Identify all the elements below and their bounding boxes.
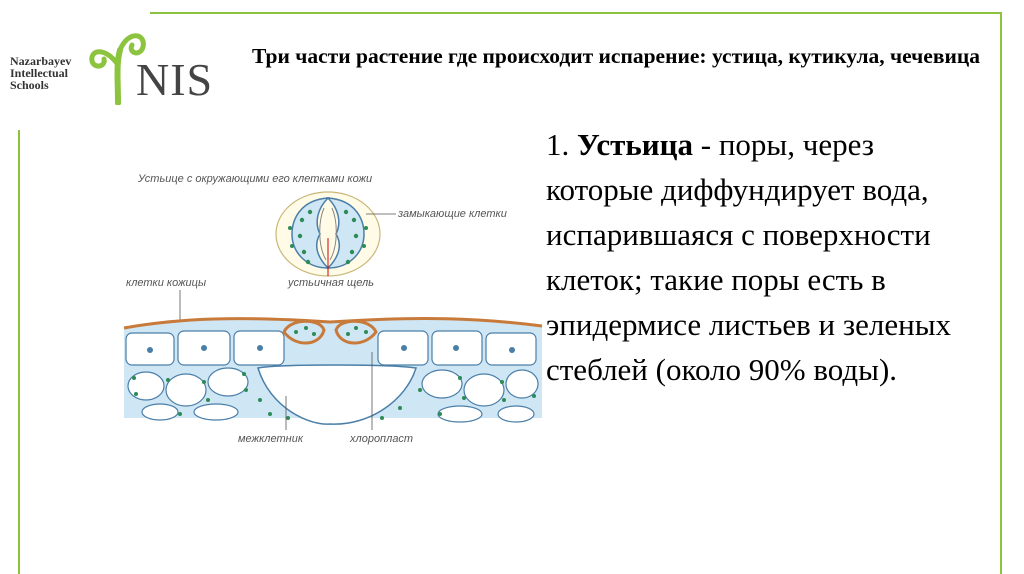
label-epidermis: клетки кожицы [126, 277, 207, 289]
label-chloroplast: хлоропласт [350, 433, 414, 445]
frame-left-line [18, 130, 20, 574]
label-stomatal-slit: устьичная щель [288, 277, 374, 289]
stomata-diagram [120, 168, 552, 448]
frame-right-line [1000, 12, 1002, 574]
logo-school-name [10, 55, 82, 91]
logo-line-1: Nazarbayev [10, 54, 72, 68]
logo-line-3: Schools [10, 78, 49, 92]
term-definition: - поры, через которые диффундирует вода, испарившаяся с поверхности клеток; такие поры есть в эпидермисе листьев и зеленых стеблей (около 90% воды). [546, 127, 952, 387]
logo-brand-text: NIS [136, 54, 214, 105]
stoma-top-view [276, 192, 380, 276]
term-stomata: Устьица [577, 127, 694, 162]
diagram-caption: Устьице с окружающими его клетками кожи [138, 173, 373, 185]
item-number: 1. [546, 127, 577, 162]
slide-title: Три части растение где происходит испарение: устица, кутикула, чечевица [252, 44, 980, 68]
label-guard-cells: замыкающие клетки [398, 208, 507, 220]
frame-top-line [150, 12, 1002, 14]
body-paragraph [546, 122, 986, 392]
nis-logo [10, 25, 230, 105]
label-intercellular: межклетник [238, 433, 304, 445]
logo-line-2: Intellectual [10, 66, 68, 80]
leaf-cross-section [124, 319, 542, 425]
